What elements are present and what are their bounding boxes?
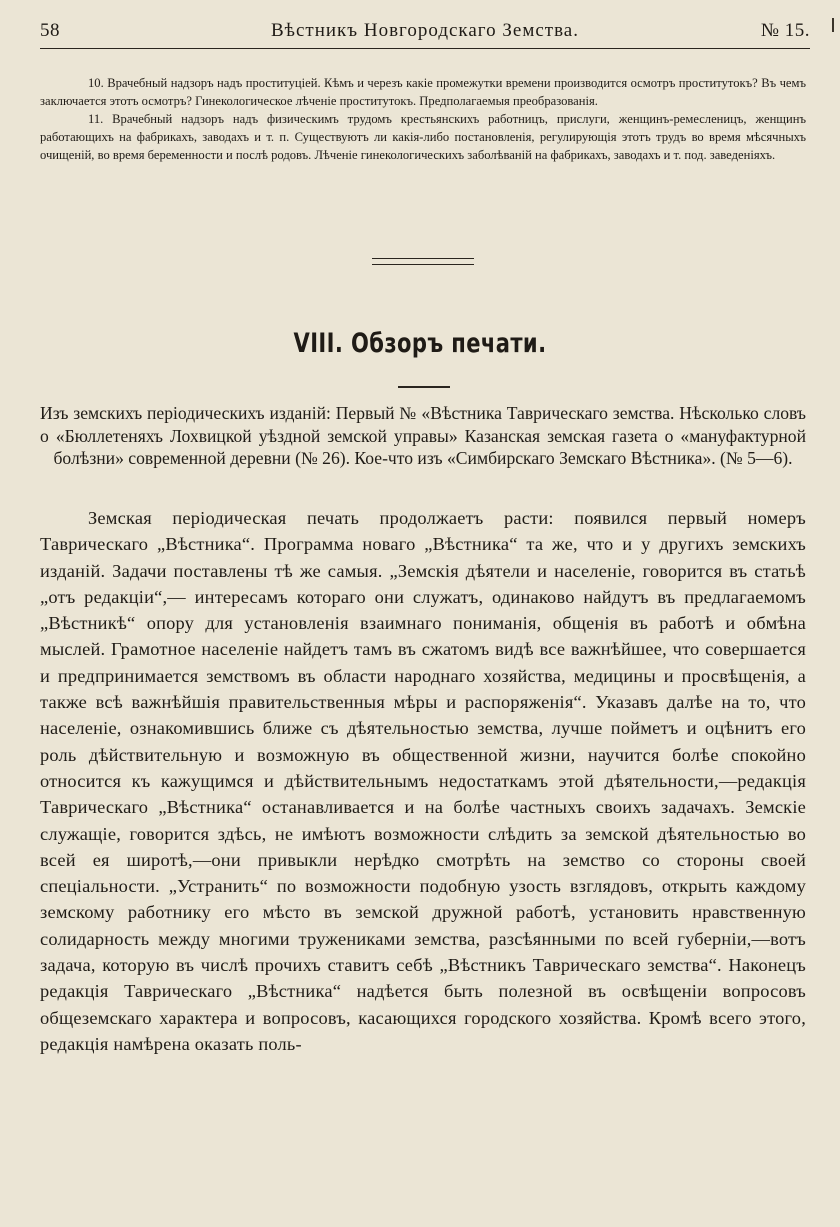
body-paragraph: Земская періодическая печать продолжаетъ расти: появился первый номеръ Таврическаго „Вѣстника“. Программа новаго „Вѣстника“ та же, что и у другихъ земскихъ изданій. Задачи поставлены тѣ же самыя. „Земскія дѣятели и населеніе, говорится въ статьѣ „отъ редакціи“,— интересамъ котораго они служатъ, одинаково найдутъ въ предлагаемомъ „Вѣстникѣ“ опору для установленія взаимнаго пониманія, общенія въ работѣ и обмѣна мыслей. Грамотное населеніе найдетъ тамъ въ сжатомъ видѣ все важнѣйшее, что совершается и предпринимается земствомъ въ области народнаго хозяйства, медицины и просвѣщенія, а также всѣ важнѣйшія правительственныя мѣры и распоряженія“. Указавъ далѣе на то, что населеніе, ознакомившись ближе съ дѣятельностью земства, лучше пойметъ и оцѣнитъ его роль дѣйствительную и возможную въ общественной жизни, научится болѣе спокойно относится къ кажущимся и дѣйствительнымъ недостаткамъ этой дѣятельности,—редакція Таврическаго „Вѣстника“ останавливается и на болѣе частныхъ своихъ задачахъ. Земскіе служащіе, говорится здѣсь, не имѣютъ возможности слѣдить за земской дѣятельностью во всей ея широтѣ,—они привыкли нерѣдко смотрѣть на земство со стороны своей спеціальности. „Устранить“ по возможности подобную узость взглядовъ, открыть каждому земскому работнику его мѣсто въ земской дружной работѣ, установить нравственную солидарность между многими тружениками земства, разсѣянными по всей губерніи,—вотъ задача, которую въ числѣ прочихъ ставитъ себѣ „Вѣстникъ Таврическаго земства“. Наконецъ редакція Таврическаго „Вѣстника“ надѣется быть полезной въ освѣщеніи вопросовъ общеземскаго характера и вопросовъ, касающихся городского хозяйства. Кромѣ всего этого, редакція намѣрена оказать поль- — [40, 508, 806, 1054]
double-rule-separator — [372, 258, 474, 265]
section-summary: Изъ земскихъ періодическихъ изданій: Первый № «Вѣстника Таврическаго земства. Нѣсколько словъ о «Бюллетеняхъ Лохвицкой уѣздной земской управы» Казанская земская газета о «мануфактурной болѣзни» современной деревни (№ 26). Кое-что изъ «Симбирскаго Земскаго Вѣстника». (№ 5—6). — [40, 403, 806, 468]
edge-mark — [832, 18, 834, 32]
section-title: VIII. Обзоръ печати. — [293, 328, 547, 359]
item-11: 11. Врачебный надзоръ надъ физическимъ трудомъ крестьянскихъ работницъ, прислуги, женщинъ-ремесленицъ, женщинъ работающихъ на фабрикахъ, заводахъ и т. п. Существуютъ ли какія-либо постановленія, регулирующія этотъ трудъ во время мѣсячныхъ очищеній, во время беременности и послѣ родовъ. Лѣченіе гинекологическихъ заболѣваній на фабрикахъ, заводахъ и т. под. заведеніяхъ. — [40, 112, 806, 162]
issue-number: № 15. — [760, 20, 810, 41]
header-rule — [40, 48, 810, 49]
questionnaire-items — [40, 74, 806, 164]
journal-title: Вѣстникъ Новгородскаго Земства. — [271, 20, 579, 41]
running-head — [40, 20, 810, 46]
title-rule — [398, 386, 450, 388]
item-10: 10. Врачебный надзоръ надъ проституціей. Кѣмъ и черезъ какіе промежутки времени производится осмотръ проститутокъ? Въ чемъ заключается этотъ осмотръ? Гинекологическое лѣченіе проститутокъ. Предполагаемыя преобразованія. — [40, 76, 806, 108]
page-number: 58 — [40, 20, 60, 41]
